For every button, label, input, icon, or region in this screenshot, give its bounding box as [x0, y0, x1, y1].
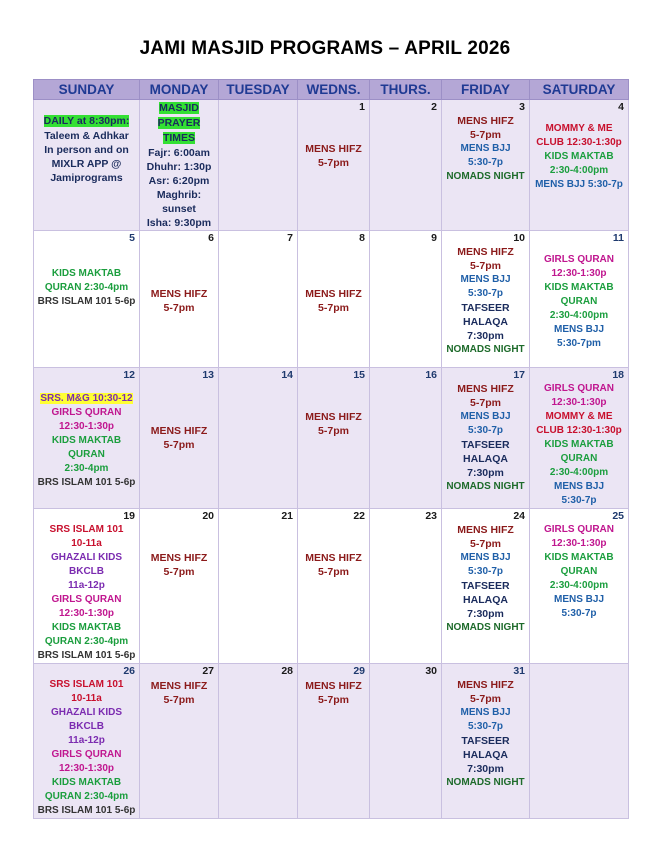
event-line: GHAZALI KIDS BKCLB	[50, 707, 123, 732]
event-line: 10-11a	[71, 538, 102, 549]
event-line: 2:30-4:00pm	[549, 467, 609, 478]
day-cell	[370, 509, 442, 664]
day-cell	[370, 664, 442, 819]
event-line: CLUB 12:30-1:30p	[536, 425, 622, 436]
event-line: HALAQA	[463, 316, 508, 328]
event-line: 12:30-1:30p	[551, 538, 607, 549]
event-line: QURAN	[560, 453, 598, 464]
event-line: SRS ISLAM 101	[49, 524, 124, 535]
day-cell	[34, 664, 140, 819]
day-number: 21	[281, 510, 293, 522]
event-line: QURAN 2:30-4pm	[44, 791, 129, 802]
event-line: MENS BJJ	[460, 552, 511, 563]
event-line: MENS HIFZ	[457, 115, 514, 127]
day-cell	[298, 231, 370, 368]
event-line: 11a-12p	[68, 580, 105, 591]
day-cell	[140, 231, 219, 368]
day-number: 1	[359, 101, 365, 113]
day-cell	[140, 368, 219, 509]
event-line: GIRLS QURAN	[544, 254, 614, 265]
event-line: Jamiprograms	[50, 172, 123, 184]
day-cell	[140, 509, 219, 664]
event-line: NOMADS NIGHT	[446, 344, 525, 355]
page-title: JAMI MASJID PROGRAMS – APRIL 2026	[139, 38, 511, 59]
header-wednesday: WEDNS.	[298, 80, 370, 100]
event-line: 5-7pm	[163, 302, 195, 314]
event-line: MENS BJJ	[460, 143, 511, 154]
day-cell	[219, 231, 298, 368]
event-line: BRS ISLAM 101 5-6p	[37, 477, 136, 488]
event-line: 10-11a	[71, 693, 102, 704]
day-number: 12	[123, 369, 135, 381]
day-number: 30	[425, 665, 437, 677]
header-friday: FRIDAY	[442, 80, 530, 100]
prayer-time: Dhuhr: 1:30p	[146, 161, 212, 173]
event-line: MENS BJJ 5:30-7p	[535, 179, 623, 190]
event-line: 2:30-4pm	[64, 463, 109, 474]
day-number: 6	[208, 232, 214, 244]
event-line: Taleem & Adhkar	[44, 130, 129, 142]
event-line: 2:30-4:00pm	[549, 580, 609, 591]
event-line: MENS HIFZ	[150, 425, 208, 437]
prayer-time: Asr: 6:20pm	[148, 175, 210, 187]
day-cell	[442, 100, 530, 231]
day-number: 15	[353, 369, 365, 381]
event-line: GIRLS QURAN	[544, 383, 614, 394]
event-line: BRS ISLAM 101 5-6p	[37, 296, 136, 307]
day-number: 10	[513, 232, 525, 244]
event-line: MENS BJJ	[460, 707, 511, 718]
event-line: KIDS MAKTAB	[51, 435, 122, 446]
header-saturday: SATURDAY	[530, 80, 629, 100]
day-cell	[530, 231, 629, 368]
event-line: 7:30pm	[467, 763, 504, 775]
day-cell	[370, 100, 442, 231]
day-number: 17	[513, 369, 525, 381]
day-number: 28	[281, 665, 293, 677]
event-line: 5:30-7p	[561, 495, 597, 506]
day-number: 18	[612, 369, 624, 381]
day-number: 16	[425, 369, 437, 381]
event-line: KIDS MAKTAB	[51, 268, 122, 279]
event-line: 5:30-7p	[467, 157, 503, 168]
day-number: 4	[618, 101, 624, 113]
day-cell	[34, 231, 140, 368]
event-line: GIRLS QURAN	[51, 594, 122, 605]
event-line: TAFSEER	[461, 735, 510, 747]
prayer-times-title: TIMES	[162, 132, 196, 144]
prayer-time: Fajr: 6:00am	[148, 147, 210, 159]
day-number: 25	[612, 510, 624, 522]
event-line: GIRLS QURAN	[51, 407, 122, 418]
header-thursday: THURS.	[370, 80, 442, 100]
event-line: 11a-12p	[68, 735, 105, 746]
event-line: MENS HIFZ	[305, 552, 362, 564]
event-line: 5-7pm	[470, 129, 501, 141]
event-line: 5-7pm	[163, 566, 195, 578]
day-number: 31	[513, 665, 525, 677]
calendar-table	[33, 79, 629, 819]
header-monday: MONDAY	[140, 80, 219, 100]
day-cell	[530, 368, 629, 509]
day-cell	[34, 368, 140, 509]
day-cell	[298, 100, 370, 231]
day-number: 5	[129, 232, 135, 244]
day-number: 24	[513, 510, 525, 522]
event-line: NOMADS NIGHT	[446, 481, 525, 492]
event-line: MENS BJJ	[553, 324, 604, 335]
event-line: HALAQA	[463, 749, 508, 761]
event-line: KIDS MAKTAB	[544, 282, 614, 293]
week-row	[34, 100, 629, 231]
event-line: MENS HIFZ	[305, 680, 362, 692]
day-number: 14	[281, 369, 293, 381]
event-line: QURAN	[560, 296, 598, 307]
event-line: QURAN	[560, 566, 598, 577]
day-cell	[140, 100, 219, 231]
event-line: KIDS MAKTAB	[544, 151, 614, 162]
event-line: 2:30-4:00pm	[549, 310, 609, 321]
event-line: 5-7pm	[470, 538, 501, 550]
day-cell	[298, 509, 370, 664]
event-line: TAFSEER	[461, 580, 510, 592]
event-line: QURAN 2:30-4pm	[44, 282, 129, 293]
day-number: 13	[202, 369, 214, 381]
event-line: BRS ISLAM 101 5-6p	[37, 805, 136, 816]
event-line: 12:30-1:30p	[58, 421, 115, 432]
event-line: 5:30-7p	[467, 566, 503, 577]
event-line: MENS HIFZ	[305, 288, 362, 300]
event-line: 2:30-4:00pm	[549, 165, 609, 176]
event-line: CLUB 12:30-1:30p	[536, 137, 622, 148]
event-line: MENS HIFZ	[305, 411, 362, 423]
day-cell	[140, 664, 219, 819]
day-number: 22	[353, 510, 365, 522]
event-line: HALAQA	[463, 453, 508, 465]
header-sunday: SUNDAY	[34, 80, 140, 100]
event-line: 5-7pm	[470, 260, 501, 272]
event-line: MENS HIFZ	[150, 680, 208, 692]
event-highlight: SRS. M&G 10:30-12	[40, 393, 133, 404]
event-line: KIDS MAKTAB	[51, 622, 122, 633]
day-number: 9	[431, 232, 437, 244]
event-line: 12:30-1:30p	[551, 397, 607, 408]
day-cell	[530, 509, 629, 664]
event-line: 7:30pm	[467, 467, 504, 479]
event-line: MENS HIFZ	[457, 246, 514, 258]
prayer-times-title: PRAYER	[157, 117, 201, 129]
prayer-times-title: MASJID	[159, 102, 199, 114]
event-line: MOMMY & ME	[545, 123, 613, 134]
event-line: KIDS MAKTAB	[544, 439, 614, 450]
event-line: MENS HIFZ	[150, 552, 208, 564]
event-line: MENS BJJ	[553, 594, 604, 605]
day-cell	[219, 664, 298, 819]
event-line: KIDS MAKTAB	[544, 552, 614, 563]
day-cell	[219, 100, 298, 231]
event-line: 5-7pm	[163, 694, 195, 706]
day-number: 23	[425, 510, 437, 522]
event-line: MENS HIFZ	[305, 143, 362, 155]
day-number: 8	[359, 232, 365, 244]
event-line: MIXLR APP @	[51, 158, 122, 170]
event-line: KIDS MAKTAB	[51, 777, 122, 788]
event-line: 5-7pm	[163, 439, 195, 451]
event-line: 5-7pm	[318, 694, 349, 706]
event-line: 5-7pm	[318, 302, 349, 314]
day-cell	[34, 100, 140, 231]
day-number: 7	[287, 232, 293, 244]
header-tuesday: TUESDAY	[219, 80, 298, 100]
event-line: MENS HIFZ	[457, 679, 514, 691]
day-cell	[530, 100, 629, 231]
day-cell	[370, 231, 442, 368]
prayer-time: sunset	[162, 203, 196, 215]
event-line: GHAZALI KIDS BKCLB	[50, 552, 123, 577]
event-line: 5-7pm	[318, 425, 349, 437]
event-line: 12:30-1:30p	[58, 763, 115, 774]
day-cell	[219, 509, 298, 664]
day-number: 3	[519, 101, 525, 113]
event-line: 5:30-7p	[467, 721, 503, 732]
event-line: MENS HIFZ	[457, 383, 514, 395]
day-number: 2	[431, 101, 437, 113]
event-line: 5-7pm	[470, 693, 501, 705]
event-line: HALAQA	[463, 594, 508, 606]
day-cell	[442, 664, 530, 819]
event-line: SRS ISLAM 101	[49, 679, 124, 690]
event-line: QURAN 2:30-4pm	[44, 636, 129, 647]
event-line: 5:30-7pm	[557, 338, 601, 349]
event-line: GIRLS QURAN	[544, 524, 614, 535]
event-line: MENS HIFZ	[150, 288, 208, 300]
event-line: QURAN	[68, 449, 105, 460]
event-line: 5-7pm	[318, 566, 349, 578]
event-line: TAFSEER	[461, 439, 510, 451]
day-cell	[442, 231, 530, 368]
event-line: 5-7pm	[470, 397, 501, 409]
day-cell	[442, 368, 530, 509]
week-row	[34, 368, 629, 509]
day-number: 27	[202, 665, 214, 677]
day-cell	[219, 368, 298, 509]
event-line: MENS HIFZ	[457, 524, 514, 536]
event-line: 5:30-7p	[467, 425, 503, 436]
daily-highlight: DAILY at 8:30pm:	[43, 115, 130, 127]
event-line: 12:30-1:30p	[551, 268, 607, 279]
event-line: NOMADS NIGHT	[446, 777, 525, 788]
week-row	[34, 509, 629, 664]
day-cell	[34, 509, 140, 664]
event-line: MENS BJJ	[460, 274, 511, 285]
day-number: 29	[353, 665, 365, 677]
event-line: TAFSEER	[461, 302, 510, 314]
event-line: NOMADS NIGHT	[446, 622, 525, 633]
day-number: 19	[123, 510, 135, 522]
event-line: 7:30pm	[467, 330, 504, 342]
day-cell	[298, 664, 370, 819]
day-cell	[442, 509, 530, 664]
day-number: 11	[612, 232, 624, 244]
prayer-time: Isha: 9:30pm	[146, 217, 212, 229]
event-line: 5-7pm	[318, 157, 349, 169]
event-line: MOMMY & ME	[545, 411, 613, 422]
event-line: In person and on	[44, 144, 129, 156]
event-line: 5:30-7p	[467, 288, 503, 299]
day-number: 20	[202, 510, 214, 522]
event-line: 12:30-1:30p	[58, 608, 115, 619]
header-row	[34, 80, 629, 100]
event-line: GIRLS QURAN	[51, 749, 122, 760]
day-cell	[370, 368, 442, 509]
week-row	[34, 231, 629, 368]
day-cell	[298, 368, 370, 509]
week-row	[34, 664, 629, 819]
event-line: MENS BJJ	[553, 481, 604, 492]
day-cell	[530, 664, 629, 819]
event-line: 7:30pm	[467, 608, 504, 620]
prayer-time: Maghrib:	[156, 189, 202, 201]
event-line: 5:30-7p	[561, 608, 597, 619]
day-number: 26	[123, 665, 135, 677]
event-line: NOMADS NIGHT	[446, 171, 525, 182]
event-line: MENS BJJ	[460, 411, 511, 422]
event-line: BRS ISLAM 101 5-6p	[37, 650, 136, 661]
